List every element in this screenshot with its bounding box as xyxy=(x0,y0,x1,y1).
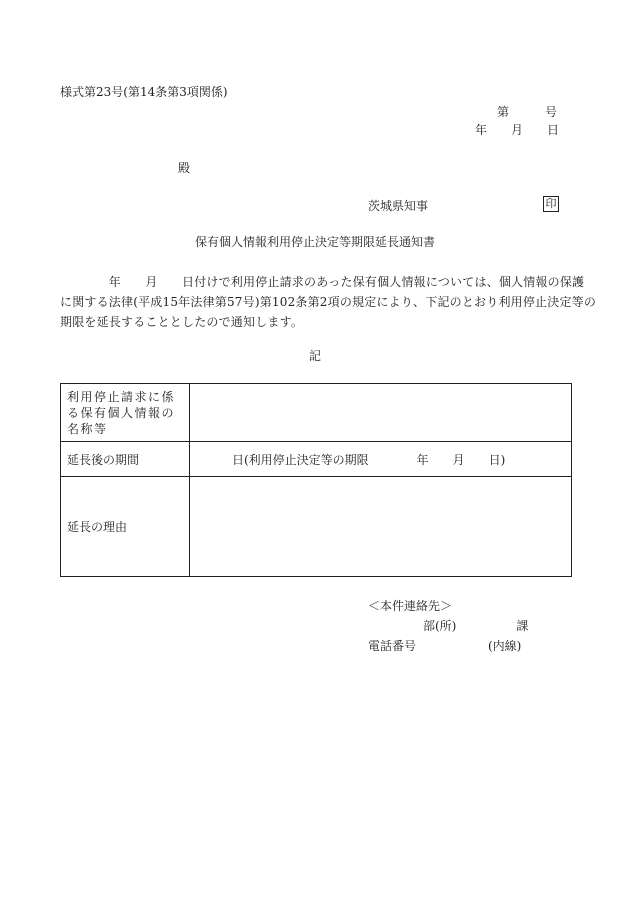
table-row xyxy=(61,384,572,442)
body-line: に関する法律(平成15年法律第57号)第102条第2項の規定により、下記のとおり利用停止決定等の xyxy=(60,295,597,309)
document-title: 保有個人情報利用停止決定等期限延長通知書 xyxy=(194,235,435,249)
form-number: 様式第23号(第14条第3項関係) xyxy=(60,85,228,99)
table-row-value: 日(利用停止決定等の期限 年 月 日) xyxy=(190,442,572,477)
table-row xyxy=(61,477,572,577)
contact-heading: ＜本件連絡先＞ xyxy=(368,599,453,613)
table-row-label: 延長の理由 xyxy=(61,477,190,577)
addressee: 殿 xyxy=(178,161,191,175)
table-row-value xyxy=(190,477,572,577)
issuer-name: 茨城県知事 xyxy=(368,199,429,213)
table-row-label: 利用停止請求に係る保有個人情報の名称等 xyxy=(61,384,190,442)
contact-department: 部(所) 課 xyxy=(423,619,529,633)
info-table xyxy=(60,383,572,577)
record-mark: 記 xyxy=(308,349,321,363)
contact-phone: 電話番号 (内線) xyxy=(368,639,522,653)
table-row-label: 延長後の期間 xyxy=(61,442,190,477)
table-row xyxy=(61,442,572,477)
document-date: 年 月 日 xyxy=(475,123,560,137)
document-number: 第 号 xyxy=(497,105,558,119)
body-line: 年 月 日付けで利用停止請求のあった保有個人情報については、個人情報の保護 xyxy=(60,275,585,289)
seal-mark: 印 xyxy=(543,196,559,212)
body-line: 期限を延長することとしたので通知します。 xyxy=(60,315,304,329)
table-row-value xyxy=(190,384,572,442)
body-paragraph xyxy=(60,272,597,332)
